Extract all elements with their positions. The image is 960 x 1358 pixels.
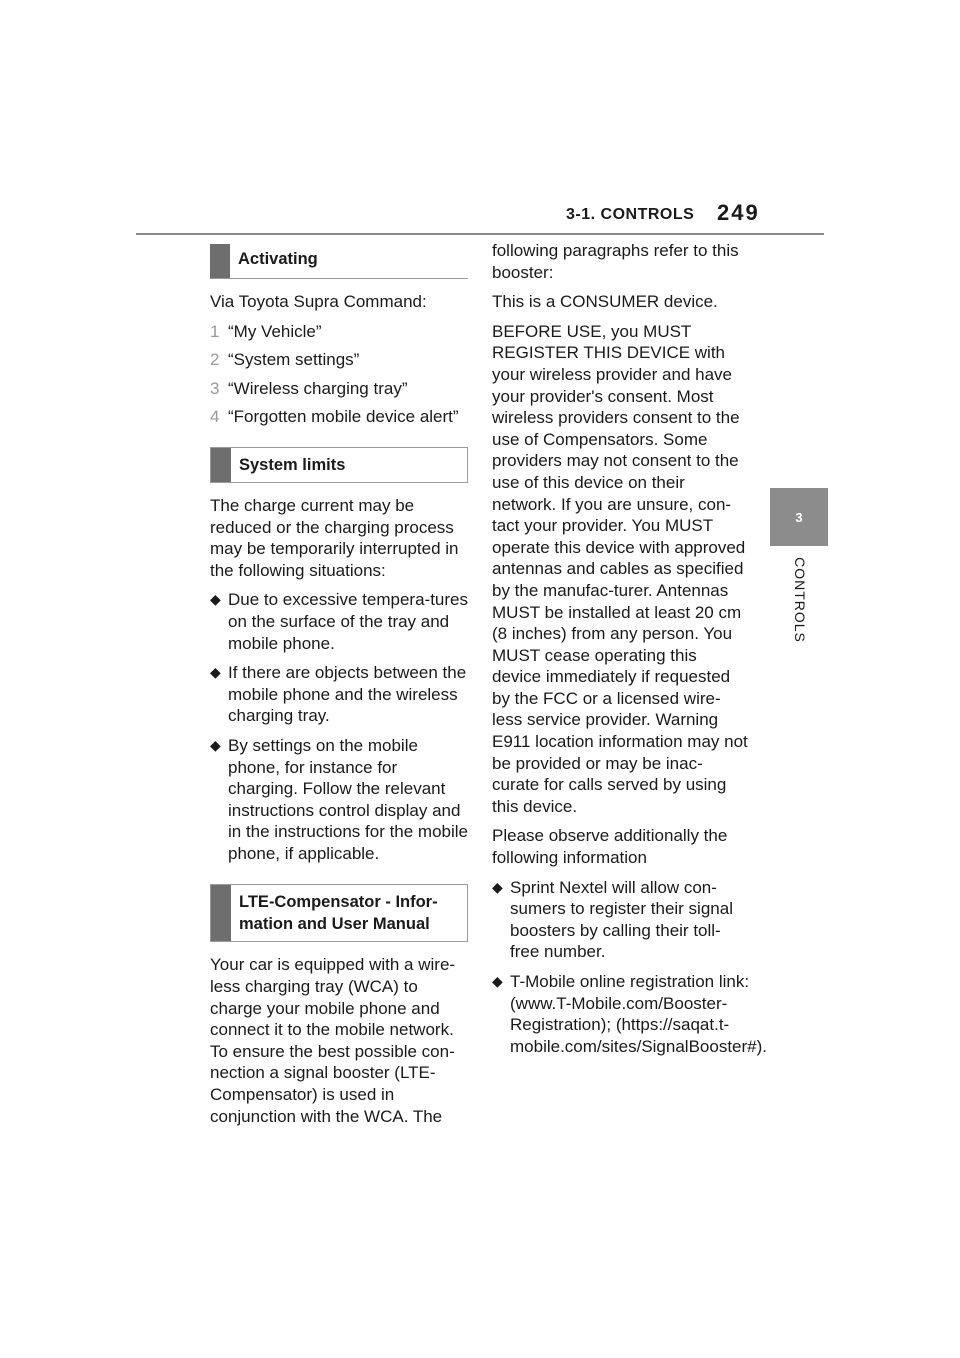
bullet-diamond-icon: ◆ — [210, 736, 221, 753]
spacer — [210, 435, 468, 447]
list-item-text: Sprint Nextel will allow con-sumers to register their signal boosters by calling their toll-free number. — [510, 877, 733, 962]
via-text: Via Toyota Supra Command: — [210, 292, 427, 311]
list-item-text: If there are objects between the mobile phone and the wireless charging tray. — [228, 663, 467, 726]
list-item — [492, 877, 748, 963]
chapter-tab-number: 3 — [770, 488, 828, 546]
consumer-text: This is a CONSUMER device. — [492, 292, 718, 312]
lte-heading-text: LTE-Compensator - Infor-mation and User Manual — [239, 893, 438, 934]
step-item — [210, 378, 468, 400]
step-text: “My Vehicle” — [228, 321, 322, 341]
list-item — [210, 589, 468, 654]
step-number: 3 — [210, 378, 220, 398]
list-item — [492, 971, 768, 1057]
list-item-text: Due to excessive tempera-tures on the surface of the tray and mobile phone. — [228, 590, 468, 653]
right-column — [492, 240, 768, 1065]
list-item — [210, 662, 468, 727]
list-item — [210, 735, 468, 865]
step-item — [210, 406, 468, 428]
system-limits-heading-text: System limits — [239, 455, 346, 474]
observe-text: Please observe additionally the following information — [492, 826, 728, 868]
continuation-text: following paragraphs refer to this booster: — [492, 241, 739, 282]
heading-bar — [211, 885, 231, 941]
spacer — [210, 872, 468, 884]
step-item — [210, 349, 468, 371]
header-divider — [136, 233, 824, 235]
before-use-text: BEFORE USE, you MUST REGISTER THIS DEVICE with your wireless provider and have your provider's consent. Most wireless providers consent to the use of Compensators. Some providers may not consent to the use of this device on their network. If you are unsure, con-tact your provider. You MUST operate this device with approved antennas and cables as specified by the manufac-turer. Antennas MUST be installed at least 20 cm (8 inches) from any person. You MUST cease operating this device immediately if requested by the FCC or a licensed wire-less service provider. Warning E911 location information may not be provided or may be inac-curate for calls served by using this device. — [492, 321, 748, 816]
step-number: 4 — [210, 407, 220, 427]
lte-paragraph: Your car is equipped with a wire-less charging tray (WCA) to charge your mobile phone and connect it to the mobile network. To ensure the best possible con-nection a signal booster (LTE-Compensator) is used in conjunction with the WCA. The — [210, 955, 456, 1126]
heading-bar — [210, 244, 230, 278]
left-column — [210, 245, 468, 1135]
chapter-tab-label — [785, 550, 815, 650]
section-title: 3-1. CONTROLS — [566, 206, 695, 223]
bullet-diamond-icon: ◆ — [492, 973, 503, 989]
system-limits-intro: The charge current may be reduced or the charging process may be temporarily interrupted in the following situations: — [210, 495, 459, 580]
step-text: “Wireless charging tray” — [228, 378, 408, 398]
bullet-diamond-icon: ◆ — [210, 591, 221, 608]
list-item-text: By settings on the mobile phone, for instance for charging. Follow the relevant instructions control display and in the instructions for the mobile phone, if applicable. — [228, 735, 469, 863]
heading-bar — [211, 448, 231, 482]
lte-heading — [210, 884, 468, 942]
step-number: 2 — [210, 350, 220, 370]
activating-heading — [210, 244, 468, 279]
step-text: “Forgotten mobile device alert” — [228, 407, 459, 427]
step-item — [210, 321, 468, 343]
step-number: 1 — [210, 321, 220, 341]
system-limits-heading — [210, 447, 468, 483]
page-number: 249 — [717, 200, 760, 225]
bullet-diamond-icon: ◆ — [210, 664, 221, 681]
activating-heading-text: Activating — [238, 250, 318, 268]
list-item-text: T-Mobile online registration link: (www.T-Mobile.com/Booster-Registration); (https://saqat.t-mobile.com/sites/SignalBooster#). — [510, 972, 768, 1056]
chapter-tab-label-text: CONTROLS — [792, 557, 809, 643]
bullet-diamond-icon: ◆ — [492, 878, 503, 895]
step-text: “System settings” — [228, 350, 360, 370]
